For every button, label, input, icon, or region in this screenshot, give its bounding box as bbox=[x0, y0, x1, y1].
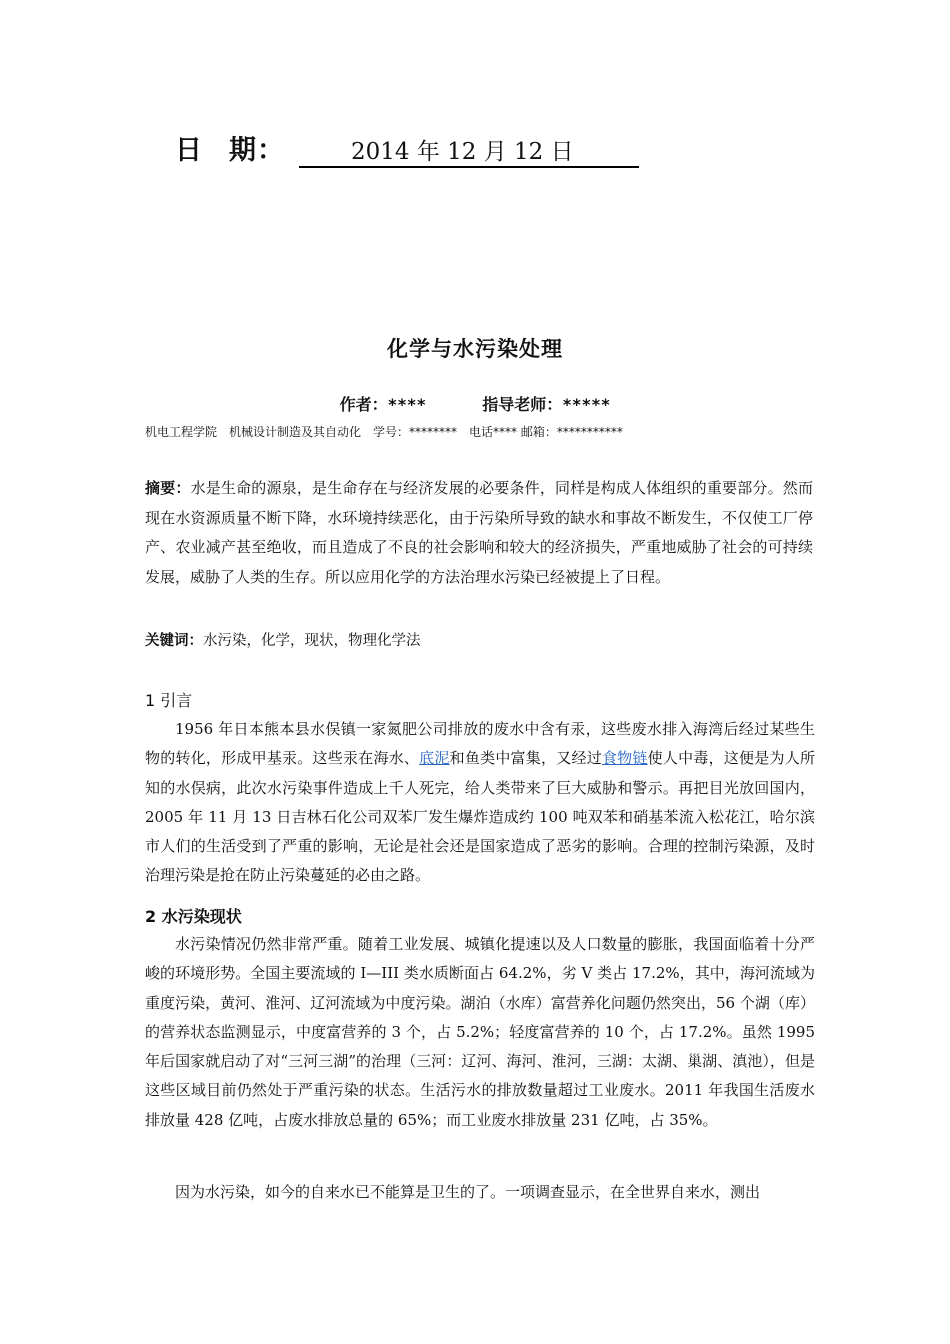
author-line bbox=[0, 392, 950, 415]
affiliation-contact: 电话**** 邮箱：*********** bbox=[469, 425, 623, 439]
keywords-label: 关键词： bbox=[145, 633, 203, 649]
date-value: 2014 年 12 月 12 日 bbox=[299, 133, 639, 168]
date-label: 日 期： bbox=[175, 135, 285, 166]
affiliation-student-id: 学号：******** bbox=[373, 425, 458, 439]
introduction-paragraph: 1956 年日本熊本县水俣镇一家氮肥公司排放的废水中含有汞，这些废水排入海湾后经过某些生物的转化，形成甲基汞。这些汞在海水、底泥和鱼类中富集，又经过食物链使人中毒，这便是为人所知的水俣病，此次水污染事件造成上千人死完，给人类带来了巨大威胁和警示。再把目光放回国内，2005 年 11 月 13 日吉林石化公司双苯厂发生爆炸造成约 100 吨双苯和硝基苯流入松花江，哈尔滨市人们的生活受到了严重的影响，无论是社会还是国家造成了恶劣的影响。合理的控制污染源，及时治理污染是抢在防止污染蔓延的必由之路。 bbox=[145, 720, 815, 885]
keywords-text: 水污染，化学，现状，物理化学法 bbox=[203, 633, 421, 649]
status-paragraph-2: 因为水污染，如今的自来水已不能算是卫生的了。一项调查显示，在全世界自来水，测出 bbox=[175, 1183, 761, 1201]
link-sediment[interactable]: 底泥 bbox=[419, 749, 450, 768]
affiliation-major: 机械设计制造及其自动化 bbox=[229, 425, 362, 439]
section-heading-introduction: 1 引言 bbox=[145, 691, 193, 710]
advisor-name: 指导老师：***** bbox=[482, 395, 611, 414]
abstract bbox=[145, 474, 813, 592]
author-name: 作者：**** bbox=[339, 395, 427, 414]
link-food-chain[interactable]: 食物链 bbox=[601, 749, 648, 768]
affiliation-college: 机电工程学院 bbox=[145, 425, 218, 439]
section-heading-water-pollution-status: 2 水污染现状 bbox=[145, 907, 242, 926]
paper-title: 化学与水污染处理 bbox=[387, 337, 563, 361]
abstract-text: 水是生命的源泉，是生命存在与经济发展的必要条件，同样是构成人体组织的重要部分。然而现在水资源质量不断下降，水环境持续恶化，由于污染所导致的缺水和事故不断发生，不仅使工厂停产、农业减产甚至绝收，而且造成了不良的社会影响和较大的经济损失，严重地威胁了社会的可持续发展，威胁了人类的生存。所以应用化学的方法治理水污染已经被提上了日程。 bbox=[145, 479, 813, 586]
status-paragraph-1: 水污染情况仍然非常严重。随着工业发展、城镇化提速以及人口数量的膨胀，我国面临着十分严峻的环境形势。全国主要流域的 I—III 类水质断面占 64.2%，劣 V 类占 17.2%，其中，海河流域为重度污染，黄河、淮河、辽河流域为中度污染。湖泊（水库）富营养化问题仍然突出，56 个湖（库）的营养状态监测显示，中度富营养的 3 个，占 5.2%；轻度富营养的 10 个，占 17.2%。虽然 1995 年后国家就启动了对“三河三湖”的治理（三河：辽河、海河、淮河，三湖：太湖、巢湖、滇池），但是这些区域目前仍然处于严重污染的状态。生活污水的排放数量超过工业废水。2011 年我国生活废水排放量 428 亿吨，占废水排放总量的 65%；而工业废水排放量 231 亿吨，占 35%。 bbox=[145, 935, 815, 1129]
abstract-label: 摘要： bbox=[145, 479, 191, 497]
keywords bbox=[145, 629, 421, 650]
cover-date-line bbox=[175, 128, 639, 168]
affiliation-line bbox=[145, 423, 635, 440]
